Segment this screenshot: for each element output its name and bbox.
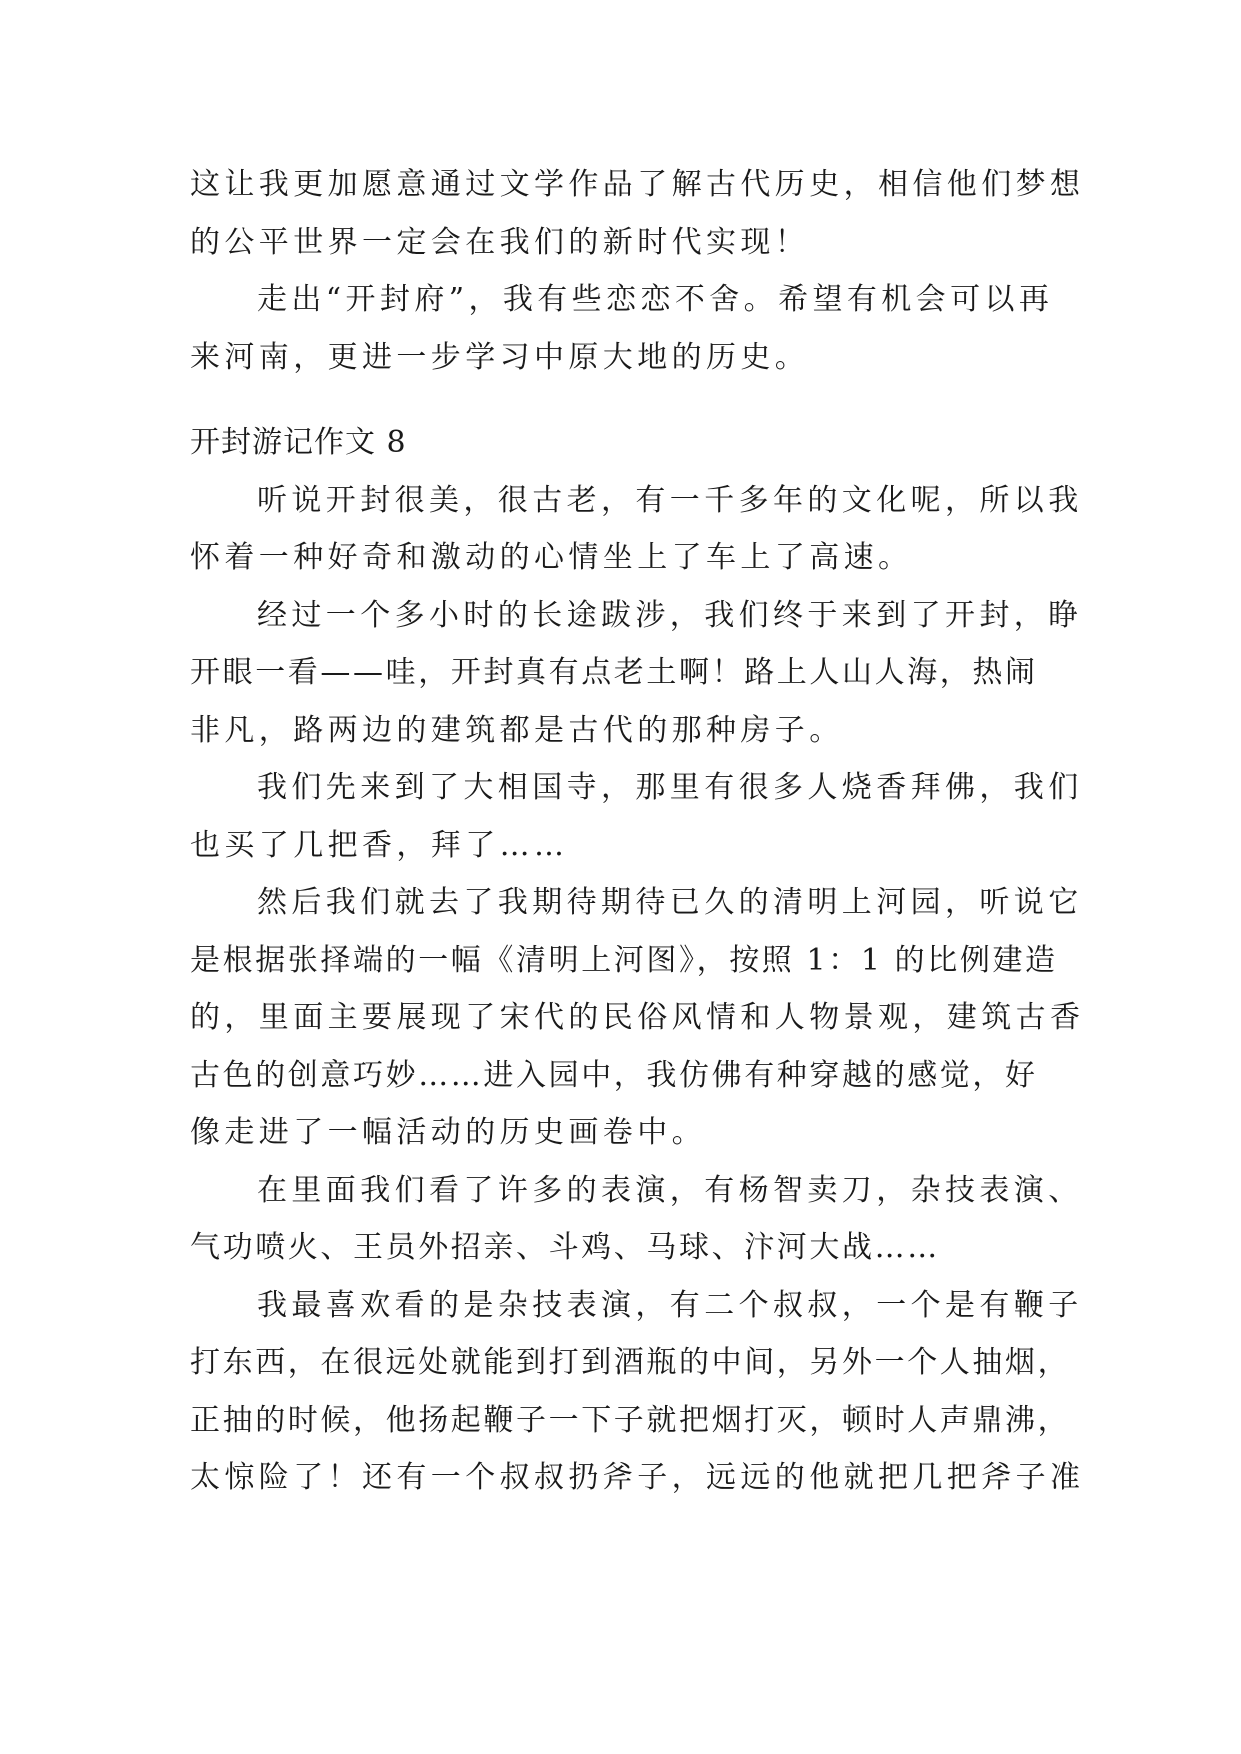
section-title: 开封游记作文 8 bbox=[190, 425, 407, 460]
paragraph-line: 这让我更加愿意通过文学作品了解古代历史，相信他们梦想 bbox=[190, 167, 1085, 202]
paragraph-line: 的，里面主要展现了宋代的民俗风情和人物景观，建筑古香 bbox=[190, 1000, 1085, 1035]
paragraph-line: 正抽的时候，他扬起鞭子一下子就把烟打灭，顿时人声鼎沸， bbox=[190, 1402, 1071, 1438]
paragraph-line: 的公平世界一定会在我们的新时代实现！ bbox=[190, 224, 810, 260]
paragraph-line: 太惊险了！还有一个叔叔扔斧子，远远的他就把几把斧子准 bbox=[190, 1460, 1085, 1495]
paragraph-line: 怀着一种好奇和激动的心情坐上了车上了高速。 bbox=[190, 540, 913, 575]
paragraph-line: 开眼一看——哇，开封真有点老土啊！路上人山人海，热闹 bbox=[190, 655, 1038, 690]
paragraph-line: 非凡，路两边的建筑都是古代的那种房子。 bbox=[190, 712, 844, 748]
paragraph-line: 我最喜欢看的是杂技表演，有二个叔叔，一个是有鞭子 bbox=[257, 1287, 1083, 1323]
section-spacer bbox=[190, 386, 1050, 414]
paragraph-line: 走出“开封府”，我有些恋恋不舍。希望有机会可以再 bbox=[257, 282, 1054, 317]
paragraph-line: 我们先来到了大相国寺，那里有很多人烧香拜佛，我们 bbox=[257, 770, 1083, 805]
paragraph-line: 然后我们就去了我期待期待已久的清明上河园，听说它 bbox=[257, 885, 1083, 920]
paragraph-line: 听说开封很美，很古老，有一千多年的文化呢，所以我 bbox=[257, 482, 1083, 518]
paragraph-line: 打东西，在很远处就能到打到酒瓶的中间，另外一个人抽烟， bbox=[190, 1345, 1071, 1380]
paragraph-line: 在里面我们看了许多的表演，有杨智卖刀，杂技表演、 bbox=[257, 1172, 1083, 1208]
paragraph-line: 来河南，更进一步学习中原大地的历史。 bbox=[190, 339, 810, 375]
paragraph-line: 经过一个多小时的长途跋涉，我们终于来到了开封，睁 bbox=[257, 597, 1083, 633]
document-body bbox=[190, 156, 1085, 1507]
paragraph-line: 像走进了一幅活动的历史画卷中。 bbox=[190, 1115, 706, 1150]
paragraph-line: 气功喷火、王员外招亲、斗鸡、马球、汴河大战…… bbox=[190, 1230, 940, 1265]
paragraph-line: 也买了几把香，拜了…… bbox=[190, 827, 569, 863]
paragraph-line: 是根据张择端的一幅《清明上河图》，按照 1：1 的比例建造 bbox=[190, 942, 1058, 978]
paragraph-line: 古色的创意巧妙……进入园中，我仿佛有种穿越的感觉，好 bbox=[190, 1057, 1038, 1093]
